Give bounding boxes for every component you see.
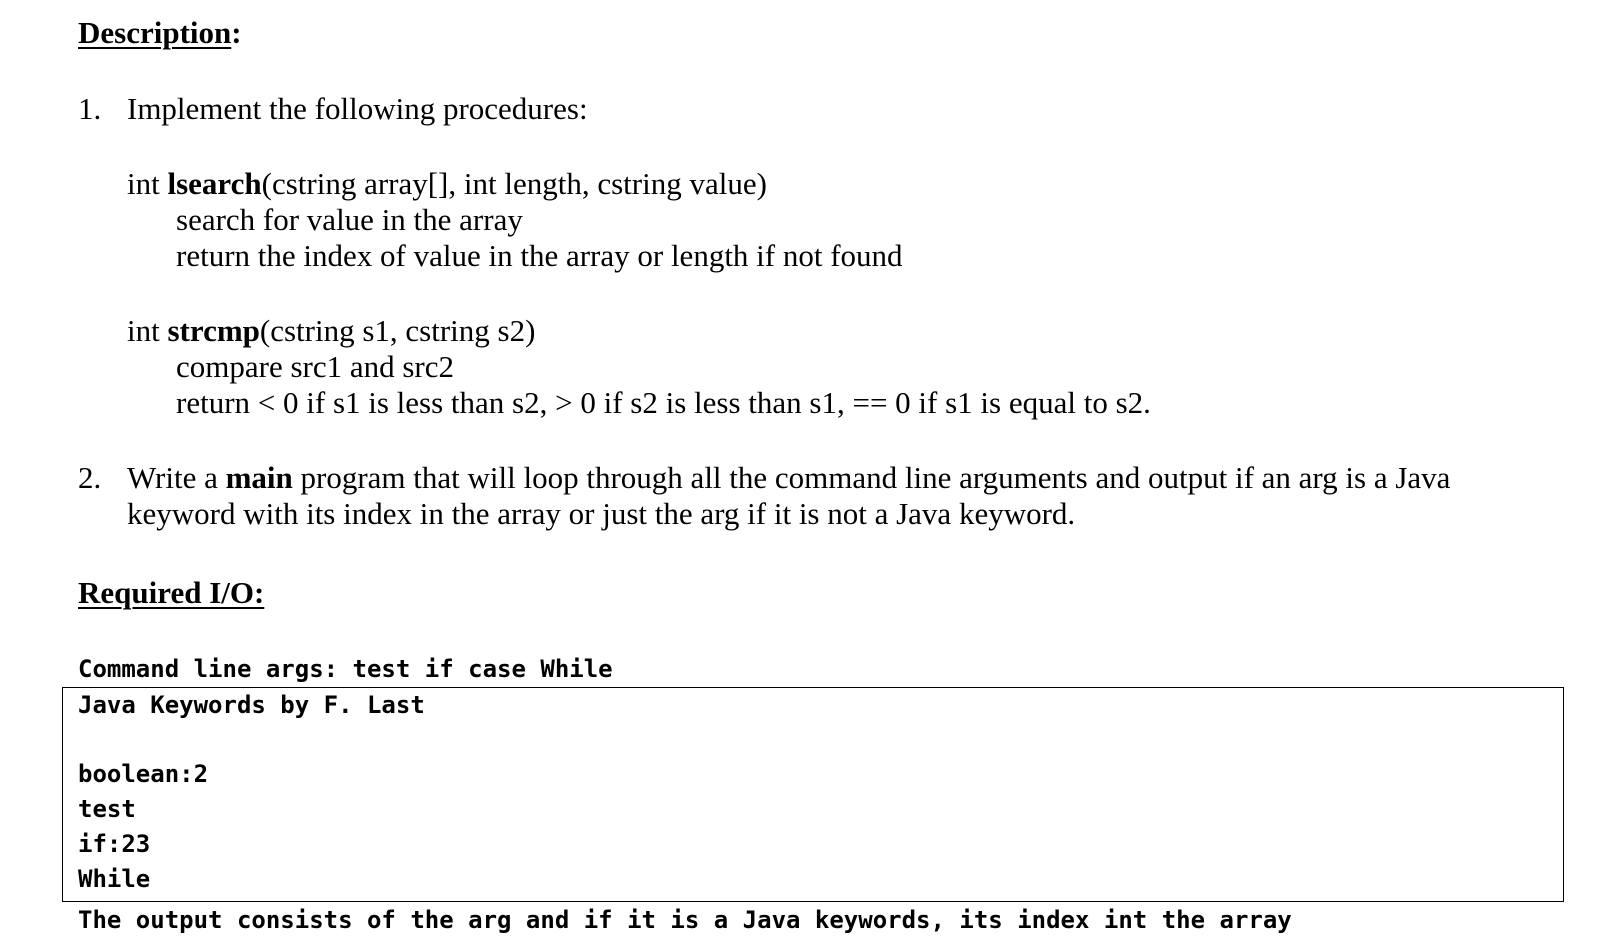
required-io-title: Required I/O:: [78, 575, 265, 610]
output-line-3: boolean:2: [78, 760, 209, 788]
required-io-heading: [78, 575, 264, 611]
strcmp-signature: [127, 313, 535, 349]
command-line-args: Command line args: test if case While: [78, 655, 613, 683]
output-footer-note: The output consists of the arg and if it is a Java keywords, its index int the array: [78, 906, 1292, 934]
strcmp-desc-line-1: compare src1 and src2: [176, 349, 455, 384]
output-line-6: While: [78, 865, 151, 893]
strcmp-params: (cstring s1, cstring s2): [259, 313, 536, 348]
item-2-text-after: program that will loop through all the command line arguments and output if an arg is a Java: [292, 460, 1451, 495]
output-line-5: if:23: [78, 830, 151, 858]
description-title: Description: [78, 15, 232, 50]
lsearch-desc-line-2: return the index of value in the array or length if not found: [176, 238, 903, 273]
lsearch-desc-line-1: search for value in the array: [176, 202, 523, 237]
lsearch-signature: [127, 166, 767, 202]
lsearch-name: lsearch: [167, 166, 262, 201]
strcmp-return-type: int: [127, 313, 168, 348]
description-heading: [78, 15, 242, 51]
output-line-1: Java Keywords by F. Last: [78, 691, 425, 719]
lsearch-return-type: int: [127, 166, 168, 201]
item-2-line-1: [127, 460, 1450, 496]
lsearch-params: (cstring array[], int length, cstring value): [261, 166, 767, 201]
item-2-number: 2.: [78, 460, 102, 495]
output-line-4: test: [78, 795, 136, 823]
item-1-text: Implement the following procedures:: [127, 91, 588, 126]
description-colon: :: [231, 15, 242, 50]
item-2-text-before: Write a: [127, 460, 226, 495]
strcmp-name: strcmp: [167, 313, 260, 348]
strcmp-desc-line-2: return < 0 if s1 is less than s2, > 0 if s2 is less than s1, == 0 if s1 is equal to s2.: [176, 385, 1151, 420]
item-1-number: 1.: [78, 91, 102, 126]
item-2-line-2: keyword with its index in the array or just the arg if it is not a Java keyword.: [127, 496, 1076, 531]
item-2-main-keyword: main: [225, 460, 293, 495]
